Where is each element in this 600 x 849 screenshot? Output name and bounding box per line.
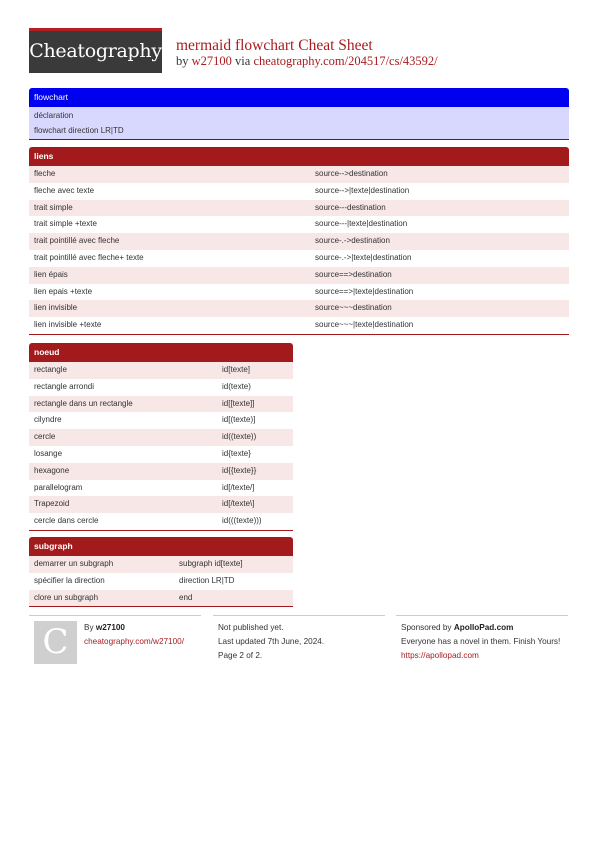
row-value: subgraph id[texte] xyxy=(179,559,243,568)
table-row xyxy=(29,379,293,396)
row-value: source-.->destination xyxy=(315,236,390,246)
author-link[interactable]: w27100 xyxy=(191,54,232,68)
table-row xyxy=(29,480,293,497)
table-row xyxy=(29,396,293,413)
avatar-letter: C xyxy=(42,622,69,662)
row-label: parallelogram xyxy=(34,482,83,492)
row-label: trait simple +texte xyxy=(34,219,97,229)
row-value: source-.->|texte|destination xyxy=(315,252,412,262)
row-label: lien épais xyxy=(34,269,68,279)
sheet-url-link[interactable]: cheatography.com/204517/cs/43592/ xyxy=(253,54,438,68)
by-prefix: by xyxy=(176,54,189,68)
section-liens xyxy=(29,147,569,335)
row-value: source-->destination xyxy=(315,169,388,178)
row-value: source-->|texte|destination xyxy=(315,185,410,195)
row-label: cilyndre xyxy=(34,415,62,425)
row-label: lien epais +texte xyxy=(34,286,93,296)
table-row xyxy=(29,250,569,267)
table-row xyxy=(29,429,293,446)
table-row xyxy=(29,317,569,334)
row-label: fleche avec texte xyxy=(34,185,95,195)
sponsored-prefix: Sponsored by xyxy=(401,623,452,632)
table-row xyxy=(29,267,569,284)
row-label: Trapezoid xyxy=(34,499,70,509)
footer-author-name[interactable]: w27100 xyxy=(95,623,125,632)
row-label: cercle dans cercle xyxy=(34,516,99,526)
row-label: losange xyxy=(34,448,63,458)
row-label: lien invisible +texte xyxy=(34,320,102,330)
row-label: fleche xyxy=(34,169,56,178)
by-label: By xyxy=(84,623,94,632)
row-value: id[texte] xyxy=(222,365,251,374)
table-row xyxy=(29,513,293,530)
table-row xyxy=(29,556,293,573)
section-title: flowchart xyxy=(29,88,569,107)
footer-author xyxy=(84,621,184,649)
page-subtitle xyxy=(176,54,438,69)
sponsor-link[interactable]: https://apollopad.com xyxy=(401,651,479,660)
section-noeud xyxy=(29,343,293,531)
section-title: liens xyxy=(29,147,569,166)
table-row xyxy=(29,412,293,429)
row-value: id[/texte\] xyxy=(222,499,255,509)
row-value: source==>|texte|destination xyxy=(315,286,414,296)
table-row xyxy=(29,446,293,463)
row-value: source---destination xyxy=(315,202,386,212)
row-label: rectangle dans un rectangle xyxy=(34,398,133,408)
table-row xyxy=(29,166,569,183)
table-row xyxy=(29,590,293,607)
list-item: déclaration xyxy=(34,111,74,120)
footer-status xyxy=(218,621,324,663)
row-label: trait pointillé avec fleche+ texte xyxy=(34,252,144,262)
row-value: source~~~destination xyxy=(315,303,392,313)
section-title: noeud xyxy=(29,343,293,362)
table-row xyxy=(29,233,569,250)
table-row xyxy=(29,284,569,301)
row-value: direction LR|TD xyxy=(179,575,235,585)
row-label: clore un subgraph xyxy=(34,592,99,602)
section-flowchart xyxy=(29,88,569,140)
footer-author-link[interactable]: cheatography.com/w27100/ xyxy=(84,637,184,646)
footer-divider xyxy=(29,615,201,616)
section-subgraph xyxy=(29,537,293,607)
row-label: trait pointillé avec fleche xyxy=(34,236,120,246)
row-value: id[/texte/] xyxy=(222,482,255,492)
author-avatar[interactable] xyxy=(34,621,77,664)
row-label: hexagone xyxy=(34,465,70,475)
row-label: cercle xyxy=(34,432,56,442)
sponsor-tagline: Everyone has a novel in them. Finish Yours! xyxy=(401,637,561,646)
row-label: spécifier la direction xyxy=(34,575,105,585)
last-updated: Last updated 7th June, 2024. xyxy=(218,637,325,646)
table-row xyxy=(29,300,569,317)
row-label: rectangle arrondi xyxy=(34,381,95,391)
published-status: Not published yet. xyxy=(218,623,284,632)
table-row xyxy=(29,200,569,217)
cheatography-logo[interactable] xyxy=(29,28,162,73)
footer-divider xyxy=(396,615,568,616)
logo-text: Cheatography xyxy=(29,40,162,62)
section-title: subgraph xyxy=(29,537,293,556)
table-row xyxy=(29,573,293,590)
row-value: id((texte)) xyxy=(222,432,257,442)
row-value: source~~~|texte|destination xyxy=(315,320,414,330)
row-value: id[[texte]] xyxy=(222,398,255,408)
row-label: trait simple xyxy=(34,202,73,212)
table-row xyxy=(29,216,569,233)
list-item: flowchart direction LR|TD xyxy=(34,125,124,135)
row-value: id[(texte)] xyxy=(222,415,256,425)
row-value: end xyxy=(179,592,193,602)
row-value: source---|texte|destination xyxy=(315,219,408,229)
row-value: source==>destination xyxy=(315,269,392,279)
row-label: rectangle xyxy=(34,365,67,374)
row-value: id{{texte}} xyxy=(222,465,257,475)
page-number: Page 2 of 2. xyxy=(218,651,263,660)
via-text: via xyxy=(235,54,251,68)
footer-sponsor xyxy=(401,621,561,663)
sponsor-name[interactable]: ApolloPad.com xyxy=(453,623,514,632)
row-label: demarrer un subgraph xyxy=(34,559,114,568)
row-label: lien invisible xyxy=(34,303,78,313)
table-row xyxy=(29,362,293,379)
table-row xyxy=(29,496,293,513)
row-value: id{texte} xyxy=(222,448,251,458)
table-row xyxy=(29,463,293,480)
row-value: id(((texte))) xyxy=(222,516,262,526)
table-row xyxy=(29,183,569,200)
row-value: id(texte) xyxy=(222,381,251,391)
footer-divider xyxy=(213,615,385,616)
page-title: mermaid flowchart Cheat Sheet xyxy=(176,37,373,54)
